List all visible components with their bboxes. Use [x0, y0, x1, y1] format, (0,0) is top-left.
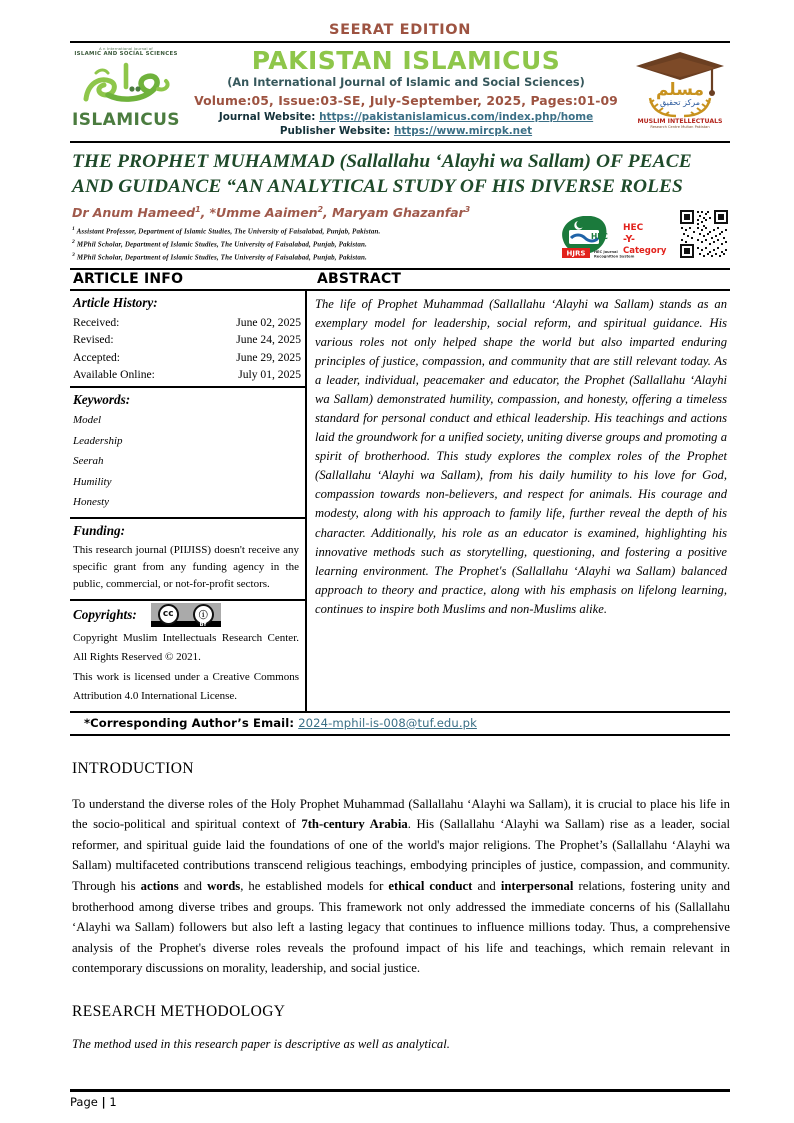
islamicus-calligraphy-icon [74, 59, 178, 113]
history-value: June 24, 2025 [236, 333, 301, 347]
article-info-table-body [70, 291, 730, 712]
page-title: THE PROPHET MUHAMMAD (Sallallahu ‘Alayhi wa Sallam) OF PEACE AND GUIDANCE “AN ANALYTICAL STUDY OF HIS DIVERSE ROLES [72, 150, 692, 197]
introduction-paragraph [72, 794, 730, 979]
mirc-logo [630, 46, 730, 128]
history-label: Accepted: [73, 350, 120, 364]
affiliation-1-text: Assistant Professor, Department of Islamic Studies, The University of Faisalabad, Punjab, Pakistan. [76, 227, 381, 236]
methodology-heading: RESEARCH METHODOLOGY [72, 1002, 286, 1020]
hec-category-word: Category [623, 246, 667, 257]
funding-title: Funding: [73, 522, 126, 538]
edition-banner: SEERAT EDITION [329, 22, 471, 38]
history-row [70, 314, 301, 331]
corresponding-author-bar [70, 713, 730, 736]
svg-text:مسلم: مسلم [655, 80, 705, 100]
copyrights-block [70, 601, 305, 711]
history-row [70, 366, 301, 383]
history-label: Available Online: [73, 367, 155, 381]
volume-issue-line: Volume:05, Issue:03-SE, July-September, 2025, Pages:01-09 [194, 93, 618, 109]
hjrs-label: HJRS [566, 249, 586, 258]
journal-subtitle: (An International Journal of Islamic and Social Sciences) [227, 76, 585, 90]
footer-page-number: 1 [109, 1095, 117, 1109]
graduation-cap-icon [632, 46, 728, 128]
abstract-column [307, 291, 730, 710]
copyrights-title: Copyrights: [73, 607, 137, 623]
mirc-org-sub: Research Centre Multan Pakistan [650, 125, 710, 128]
corresponding-author-email-link[interactable]: 2024-mphil-is-008@tuf.edu.pk [298, 715, 477, 730]
footer-page-label: Page [70, 1095, 98, 1109]
svg-text:HEC: HEC [591, 232, 608, 242]
history-row [70, 349, 301, 366]
article-info-heading: ARTICLE INFO [73, 271, 184, 288]
islamicus-logo-caption-line2: ISLAMIC AND SOCIAL SCIENCES [74, 51, 178, 58]
history-value: July 01, 2025 [238, 367, 301, 381]
history-label: Received: [73, 316, 120, 330]
cc-by-label: BY [199, 622, 207, 629]
keywords-title: Keywords: [73, 391, 131, 407]
introduction-heading: INTRODUCTION [72, 759, 194, 777]
funding-text: This research journal (PIIJISS) doesn't receive any specific grant from any funding agency in the public, commercial, or not-for-profit sectors. [73, 543, 299, 591]
copyright-text-1: Copyright Muslim Intellectuals Research Center. All Rights Reserved © 2021. [73, 632, 299, 664]
history-label: Revised: [73, 333, 114, 347]
keyword-item: Model [73, 413, 102, 426]
copyrights-header-row [70, 603, 299, 627]
authors-row [70, 204, 730, 263]
journal-website-line [186, 111, 626, 125]
journal-website-link[interactable]: https://pakistanislamicus.com/index.php/home [319, 111, 594, 124]
intro-bold-words: words [207, 879, 241, 894]
hec-label: HEC [623, 223, 644, 234]
history-row [70, 331, 301, 348]
keyword-item: Humility [73, 475, 112, 488]
cc-by-person-icon: ⓘ [193, 604, 214, 625]
abstract-text: The life of Prophet Muhammad (Sallallahu ‘Alayhi wa Sallam) stands as an exemplary model for leadership, social reform, and spiritual guidance. His various roles not only helped shape the world but also imparted enduring principles of justice, compassion, and community that are still relevant today. As a leader, individual, peacemaker and educator, the Prophet (Sallallahu ‘Alayhi wa Sallam) demonstrated humility, compassion, and honesty, offering a timeless standard for personal conduct and ethical leadership. His teachings and actions laid the groundwork for a unified society, uniting diverse groups and promoting a spirit of brotherhood. This study explores the complex roles of the Prophet (Sallallahu ‘Alayhi wa Sallam), from his daily humility to his love for God, compassion towards non-believers, and respect for animals. His courage and modesty, along with his approach to family life, further reveal the depth of his character. Additionally, his role as an educator is examined, highlighting his innovative methods such as storytelling, questioning, and fostering a positive learning environment. The Prophet's (Sallallahu ‘Alayhi wa Sallam) balanced approach to theory and practice, along with his emphasis on lifelong learning, continues to inspire both Muslims and non-Muslims alike. [315, 297, 727, 616]
recognition-badges [554, 204, 730, 260]
intro-text-e: and [178, 879, 208, 894]
copyright-text-2: This work is licensed under a Creative Commons Attribution 4.0 International License. [73, 670, 299, 702]
hec-hjrs-badge-icon [561, 212, 673, 260]
intro-bold-actions: actions [140, 879, 179, 894]
hjrs-sub-line2: Recognition System [594, 254, 635, 259]
affiliation-2-text: MPhil Scholar, Department of Islamic Studies, The University of Faisalabad, Punjab, Pakistan. [76, 240, 367, 249]
hec-category: -Y- [623, 234, 635, 246]
journal-title: PAKISTAN ISLAMICUS [251, 46, 561, 75]
creative-commons-badge-icon [151, 603, 221, 627]
mirc-org-name: MUSLIM INTELLECTUALS [637, 118, 723, 125]
article-info-column [70, 291, 307, 710]
article-info-table-header [70, 270, 730, 291]
publisher-website-label: Publisher Website: [279, 124, 391, 137]
intro-text-k: relations, fostering unity and brotherhood among diverse tribes and groups. This framework not only addressed the immediate concerns of his (Sallallahu ‘Alayhi wa Sallam) followers but also left a lasting legacy that continues to influence millions today. Thus, a comprehensive analysis of the Prophet's diverse roles reveals the profound impact of his life and teachings, which remain relevant in contemporary discussions on morality, leadership, and social justice. [72, 879, 730, 976]
svg-text:مرکز تحقیق: مرکز تحقیق [660, 98, 700, 107]
intro-text-i: and [472, 879, 501, 894]
publisher-website-link[interactable]: https://www.mircpk.net [393, 124, 533, 137]
masthead [70, 43, 730, 139]
affiliation-2: $^2$ MPhil Scholar, Department of Islamic Studies, The University of Faisalabad, Punjab, Pakistan. [72, 239, 367, 249]
intro-bold-interpersonal: interpersonal [500, 879, 574, 894]
article-history-title: Article History: [73, 295, 158, 311]
author-list: Dr Anum Hameed$^1$, *Umme Aaimen$^2$, Maryam Ghazanfar$^3$ [72, 205, 471, 221]
islamicus-wordmark: ISLAMICUS [72, 110, 180, 131]
keyword-item: Honesty [73, 496, 110, 509]
intro-text-g: , he established models for [240, 879, 389, 894]
article-info-table [70, 268, 730, 712]
islamicus-logo-caption [70, 47, 182, 58]
intro-text-c: . His (Sallallahu ‘Alayhi wa Sallam) rise as a leader, social reformer, and spiritual guide laid the foundations of one of the world's major religions. The Prophet’s (Sallallahu ‘Alayhi wa Sallam) multifaceted contributions transcend religious teachings, embodying principles of justice, compassion, and community. Through his [72, 817, 730, 894]
funding-block [70, 519, 305, 601]
article-history-block [70, 291, 305, 388]
affiliation-1: $^1$ Assistant Professor, Department of Islamic Studies, The University of Faisalabad, Punjab, Pakistan. [72, 226, 381, 236]
page-footer [70, 1089, 730, 1109]
intro-bold-ethical-conduct: ethical conduct [388, 879, 473, 894]
affiliation-3: $^3$ MPhil Scholar, Department of Islamic Studies, The University of Faisalabad, Punjab, Pakistan. [72, 251, 367, 261]
cc-logo-icon: cc [158, 604, 179, 625]
qr-code-icon[interactable] [678, 208, 730, 260]
journal-website-label: Journal Website: [218, 111, 316, 124]
authors-column [70, 204, 554, 263]
footer-page-indicator [70, 1092, 730, 1109]
history-value: June 02, 2025 [236, 316, 301, 330]
intro-text-a: To understand the diverse roles of the Holy Prophet Muhammad (Sallallahu ‘Alayhi wa Sallam), it is crucial to place his life in the socio-political and spiritual context of [72, 796, 730, 832]
hjrs-sub-line1: HEC Journal [594, 250, 618, 255]
footer-page-separator: | [101, 1095, 106, 1109]
islamicus-logo [70, 46, 182, 130]
keyword-item: Seerah [73, 455, 104, 468]
keywords-block [70, 388, 305, 519]
methodology-text: The method used in this research paper is descriptive as well as analytical. [72, 1036, 450, 1051]
intro-bold-century: 7th-century Arabia [301, 817, 408, 832]
masthead-center [182, 46, 630, 139]
title-top-rule [70, 141, 730, 143]
history-value: June 29, 2025 [236, 350, 301, 364]
keyword-item: Leadership [73, 434, 123, 447]
islamicus-logo-caption-line1: A n International Journal of [99, 47, 153, 51]
corresponding-author-label: *Corresponding Author’s Email: [84, 715, 295, 730]
publisher-website-line [186, 125, 626, 139]
affiliation-3-text: MPhil Scholar, Department of Islamic Studies, The University of Faisalabad, Punjab, Pakistan. [76, 252, 367, 261]
abstract-heading: ABSTRACT [317, 271, 402, 288]
